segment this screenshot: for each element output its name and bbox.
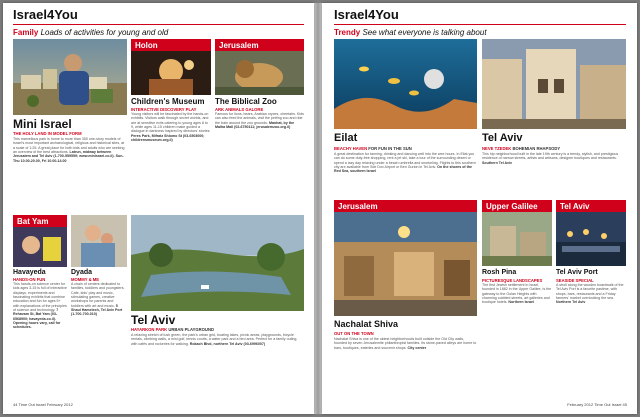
page-folio: 44 Time Out Israel February 2012	[13, 402, 73, 407]
eilat-subtitle	[334, 146, 412, 151]
section-label: Family	[13, 28, 39, 37]
biblical-zoo-subtitle: ARK ANIMALS GALORE	[215, 107, 264, 112]
eilat-photo	[334, 39, 477, 129]
header-rule	[13, 24, 304, 25]
havayeda-title: Havayeda	[13, 269, 46, 276]
havayeda-photo	[13, 227, 67, 267]
right-page	[322, 3, 637, 414]
hayarkon-subtitle	[131, 327, 214, 332]
rosh-pina-text: The first Jewish settlement in Israel, founded in 1882 in the Upper Galilee, is the gateway to the Golan Heights with charming cobbled streets, art galleries and boutique hotels.	[482, 283, 552, 305]
nachalat-shiva-photo	[334, 212, 477, 316]
childrens-museum-photo	[131, 51, 211, 95]
dyada-text: A chain of centers dedicated to families, toddlers and youngsters. Cafe, kids' play and music, stimulating games, creative workshops for parents and toddlers with art and music.	[71, 282, 125, 308]
hayarkon-park-photo	[131, 215, 304, 311]
biblical-zoo-details: Manhat, by the Malha Mall (02-6750111; jerusalemzoo.org.il)	[215, 120, 295, 129]
section-header	[13, 28, 168, 37]
mini-israel-text: This marvellous park is home to more than 350 one-story models of Israel's most important archaeological, religious and historical sites, at a scale of 1:25. A great place for both kids and adults who are seeking an overview of the best attractions.	[13, 137, 125, 154]
dyada-subtitle: MOMMY & ME	[71, 277, 100, 282]
nachalat-shiva-title: Nachalat Shiva	[334, 319, 399, 329]
childrens-museum-title: Children's Museum	[131, 97, 205, 106]
neve-tzedek-title: Tel Aviv	[482, 132, 523, 144]
dyada-details: 5 Shaul Hamelech, Tel Aviv Port (1-700-700-010)	[71, 303, 123, 317]
region-bar-bat-yam: Bat Yam	[13, 215, 67, 228]
section-label-right: Trendy	[334, 28, 361, 37]
havayeda-details: 7 Rehavam St, Bat Yam (03-6568900; havayeda.co.il). Opening hours vary, call for schedules.	[13, 307, 61, 330]
hayarkon-title: Tel Aviv	[131, 313, 176, 327]
childrens-museum-text: Young visitors will be fascinated by the hands-on exhibits. Visitors walk through secret worlds, and are at sensitive exits catering to young ages 8 to 9, while ages 11-15 children make guided a dialogue in darkness inspired by directors' stories.	[131, 112, 211, 134]
mini-israel-subtitle: THE HOLY LAND IN MODEL FORM	[13, 131, 82, 136]
brand-logo: Israel4You	[13, 7, 78, 22]
left-page	[3, 3, 314, 414]
mini-israel-body	[13, 137, 127, 183]
rosh-pina-body	[482, 283, 552, 391]
neve-tzedek-photo	[482, 39, 626, 129]
spread-gutter	[314, 3, 322, 414]
biblical-zoo-photo	[215, 51, 304, 95]
section-tagline: Loads of activities for young and old	[40, 28, 169, 37]
tel-aviv-port-photo	[556, 212, 626, 266]
neve-tzedek-subtitle	[482, 146, 560, 151]
rosh-pina-details: Northern Israel	[508, 300, 534, 305]
neve-tzedek-subtitle-extra: BOHEMIAN RHAPSODY	[512, 146, 561, 151]
neve-tzedek-body	[482, 152, 626, 194]
nachalat-shiva-text: Nachalat Shiva is one of the oldest neighborhoods built outside the Old City walls, founded by seven Jerusalemite philanthropist families. Its stone-paved alleys are home to bars, boutiques, eateries and souvenir shops.	[334, 337, 477, 350]
tel-aviv-port-body	[556, 283, 626, 391]
eilat-body	[334, 152, 477, 194]
biblical-zoo-body	[215, 112, 304, 158]
childrens-museum-body	[131, 112, 211, 158]
dyada-photo	[71, 215, 127, 267]
brand-logo-right: Israel4You	[334, 7, 399, 22]
hayarkon-text: A relaxing stretch of lush green, the park's urban grid, boating lakes, picnic areas, playgrounds, bicycle rentals, climbing walls, a mini golf, tennis courts, a water park and a bird area. Perfect for a family outing, with cafés and rockeries for walking.	[131, 333, 298, 346]
rosh-pina-photo	[482, 212, 552, 266]
neve-tzedek-text: This hip neighborhood built in the late 19th century is a trendy, stylish, and prestigious residence of narrow streets, artists and artisans, designer boutiques and restaurants.	[482, 152, 619, 161]
eilat-subtitle-extra: FOR FUN IN THE SUN	[368, 146, 412, 151]
havayeda-subtitle: HANDS-ON FUN	[13, 277, 46, 282]
page-folio-right: February 2012 Time Out Israel 45	[567, 402, 627, 407]
neve-tzedek-details: Southern Tel Aviv	[482, 160, 513, 165]
eilat-details: On the shores of the Red Sea, southern Israel	[334, 164, 473, 174]
childrens-museum-details: Peres Park, Mifratz Shlomo St (03-6503000; childrensmuseum.org.il)	[131, 133, 205, 142]
dyada-title: Dyada	[71, 269, 93, 276]
section-tagline-right: See what everyone is talking about	[362, 28, 487, 37]
tel-aviv-port-details: Northern Tel Aviv	[556, 300, 586, 305]
region-bar-jerusalem-right: Jerusalem	[334, 200, 477, 213]
header-rule-right	[334, 24, 626, 25]
eilat-subtitle-main: BEACHY HAVEN	[334, 146, 368, 151]
tel-aviv-port-subtitle: SEASIDE SPECIAL	[556, 278, 594, 283]
biblical-zoo-title: The Biblical Zoo	[215, 97, 277, 106]
rosh-pina-title: Rosh Pina	[482, 269, 517, 276]
eilat-title: Eilat	[334, 132, 358, 144]
hayarkon-subtitle-main: HAYARKON PARK	[131, 327, 168, 332]
nachalat-shiva-details: City center	[407, 345, 427, 350]
tel-aviv-port-title: Tel Aviv Port	[556, 269, 598, 276]
biblical-zoo-text: Famous for lions, bears, Arabian oryxes, cheetahs. Kids can also feed the animals, visit the petting zoo and ride the train around the zoo grounds.	[215, 112, 304, 125]
havayeda-body	[13, 282, 67, 384]
region-bar-holon: Holon	[131, 39, 211, 52]
region-bar-tel-aviv: Tel Aviv	[556, 200, 626, 213]
mini-israel-title: Mini Israel	[13, 117, 72, 131]
hayarkon-subtitle-extra: URBAN PLAYGROUND	[168, 327, 215, 332]
neve-tzedek-subtitle-main: NEVE TZEDEK	[482, 146, 512, 151]
tel-aviv-port-text: A stroll along the wooden boardwalk of the Tel Aviv Port is a favorite pastime, with shops, bars, restaurants and a Friday farmers' market overlooking the sea.	[556, 283, 624, 300]
dyada-body	[71, 282, 127, 384]
nachalat-shiva-subtitle: OUT ON THE TOWN	[334, 331, 374, 336]
havayeda-text: This hands-on science center for kids ages 3-15 is full of interactive displays, experiments and fascinating exhibits that combine education and fun for ages 5+ with explanations of the principles of science and technology.	[13, 282, 67, 312]
region-bar-upper-galilee: Upper Galilee	[482, 200, 552, 213]
hayarkon-body	[131, 333, 304, 389]
section-header-right	[334, 28, 487, 37]
hayarkon-details: Rokach Blvd, northern Tel Aviv (03-6996007)	[189, 341, 266, 346]
nachalat-shiva-body	[334, 337, 477, 391]
region-bar-jerusalem: Jerusalem	[215, 39, 304, 52]
childrens-museum-subtitle: INTERACTIVE DISCOVERY PLAY	[131, 107, 197, 112]
rosh-pina-subtitle: PICTURESQUE LANDSCAPES	[482, 278, 543, 283]
mini-israel-details: Latrun, midway between Jerusalem and Tel Aviv (1-700-559559; www.minisrael.co.il). Sun-Thu 10.00-20.00, Fri 10.00-14.00	[13, 149, 124, 163]
eilat-text: A great destination for tanning, drinking and dancing well into the wee hours. In Eilat you can do some duty-free shopping, rent a jet ski, take a tour of the surrounding desert or spend a lazy day relaxing under a beach umbrella and snorkeling. Flights to this southern city are available from Sde Dov Airport or Ben Gurion in Tel Aviv.	[334, 152, 476, 169]
mini-israel-photo	[13, 39, 127, 115]
